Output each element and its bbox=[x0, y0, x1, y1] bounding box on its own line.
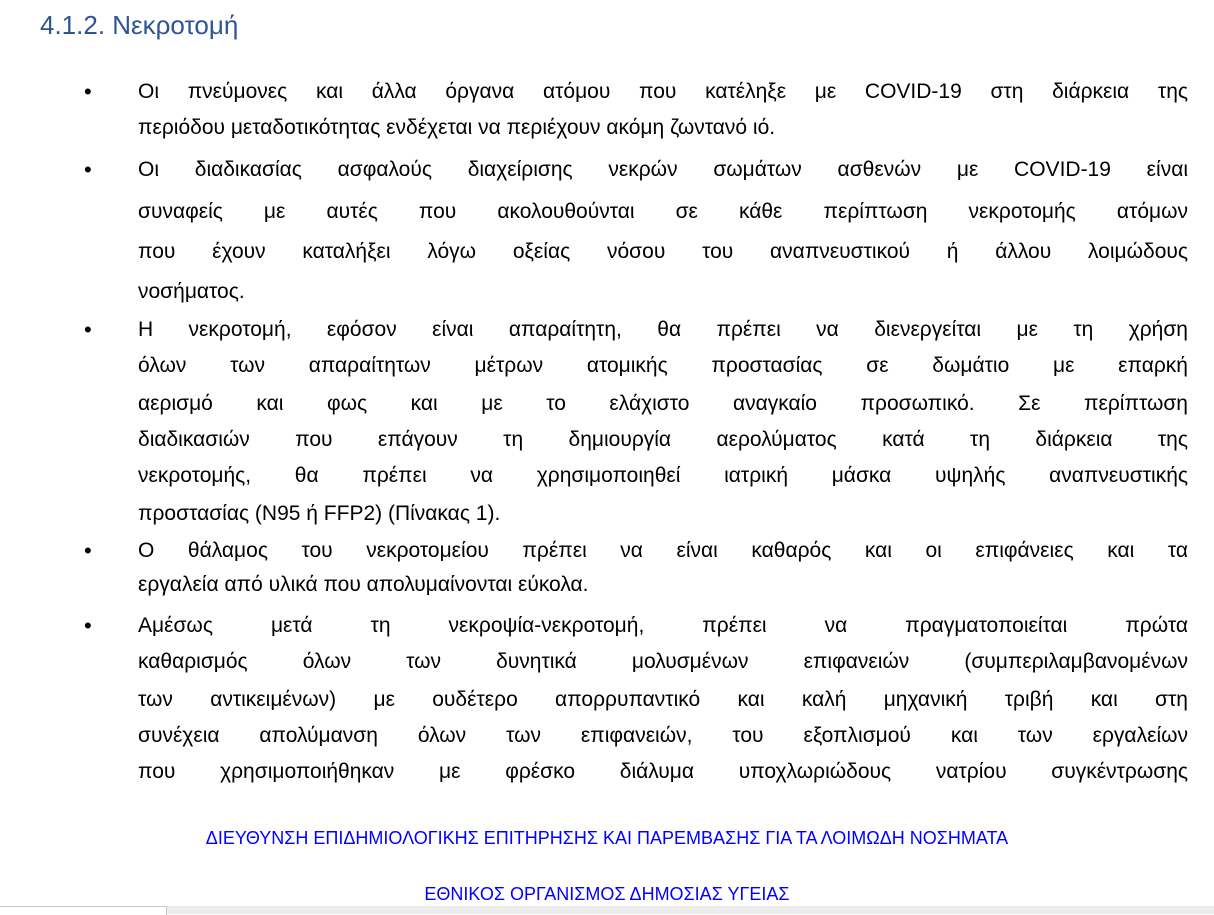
list-item-line: διαδικασιών που επάγουν τη δημιουργία αερολύματος κατά τη διάρκεια της bbox=[138, 428, 1188, 451]
bullet-icon: • bbox=[84, 317, 92, 342]
list-item-line: εργαλεία από υλικά που απολυμαίνονται εύκολα. bbox=[138, 573, 589, 596]
list-item-line: Η νεκροτομή, εφόσον είναι απαραίτητη, θα πρέπει να διενεργείται με τη χρήση bbox=[138, 318, 1188, 341]
list-item-line: Οι πνεύμονες και άλλα όργανα ατόμου που κατέληξε με COVID-19 στη διάρκεια της bbox=[138, 80, 1188, 103]
list-item-line: που έχουν καταλήξει λόγω οξείας νόσου του αναπνευστικού ή άλλου λοιμώδους bbox=[138, 240, 1188, 263]
bullet-icon: • bbox=[84, 613, 92, 638]
list-item-line: νεκροτομής, θα πρέπει να χρησιμοποιηθεί ιατρική μάσκα υψηλής αναπνευστικής bbox=[138, 464, 1188, 487]
list-item-line: αερισμό και φως και με το ελάχιστο αναγκαίο προσωπικό. Σε περίπτωση bbox=[138, 392, 1188, 415]
list-item-line: συναφείς με αυτές που ακολουθούνται σε κάθε περίπτωση νεκροτομής ατόμων bbox=[138, 200, 1188, 223]
bullet-icon: • bbox=[84, 538, 92, 563]
footer-organization: ΕΘΝΙΚΟΣ ΟΡΓΑΝΙΣΜΟΣ ΔΗΜΟΣΙΑΣ ΥΓΕΙΑΣ bbox=[424, 884, 790, 904]
list-item-line: που χρησιμοποιήθηκαν με φρέσκο διάλυμα υποχλωριώδους νατρίου συγκέντρωσης bbox=[138, 760, 1188, 783]
list-item-line: όλων των απαραίτητων μέτρων ατομικής προστασίας σε δωμάτιο με επαρκή bbox=[138, 354, 1188, 377]
list-item-line: περιόδου μεταδοτικότητας ενδέχεται να περιέχουν ακόμη ζωντανό ιό. bbox=[138, 116, 776, 139]
list-item-line: Ο θάλαμος του νεκροτομείου πρέπει να είναι καθαρός και οι επιφάνειες και τα bbox=[138, 539, 1188, 562]
list-item-line: των αντικειμένων) με ουδέτερο απορρυπαντικό και καλή μηχανική τριβή και στη bbox=[138, 688, 1188, 711]
horizontal-scrollbar[interactable] bbox=[0, 906, 1214, 914]
section-heading: 4.1.2. Νεκροτομή bbox=[40, 10, 239, 40]
list-item-line: συνέχεια απολύμανση όλων των επιφανειών, του εξοπλισμού και των εργαλείων bbox=[138, 724, 1188, 747]
list-item-line: Αμέσως μετά τη νεκροψία-νεκροτομή, πρέπει να πραγματοποιείται πρώτα bbox=[138, 614, 1188, 637]
list-item-line: προστασίας (N95 ή FFP2) (Πίνακας 1). bbox=[138, 502, 501, 525]
list-item-line: Οι διαδικασίας ασφαλούς διαχείρισης νεκρών σωμάτων ασθενών με COVID-19 είναι bbox=[138, 158, 1188, 181]
bullet-icon: • bbox=[84, 79, 92, 104]
list-item-line: νοσήματος. bbox=[138, 280, 245, 303]
list-item-line: καθαρισμός όλων των δυνητικά μολυσμένων επιφανειών (συμπεριλαμβανομένων bbox=[138, 650, 1188, 673]
footer-department: ΔΙΕΥΘΥΝΣΗ ΕΠΙΔΗΜΙΟΛΟΓΙΚΗΣ ΕΠΙΤΗΡΗΣΗΣ ΚΑΙ ΠΑΡΕΜΒΑΣΗΣ ΓΙΑ ΤΑ ΛΟΙΜΩΔΗ ΝΟΣΗΜΑΤΑ bbox=[205, 828, 1009, 848]
bullet-icon: • bbox=[84, 157, 92, 182]
